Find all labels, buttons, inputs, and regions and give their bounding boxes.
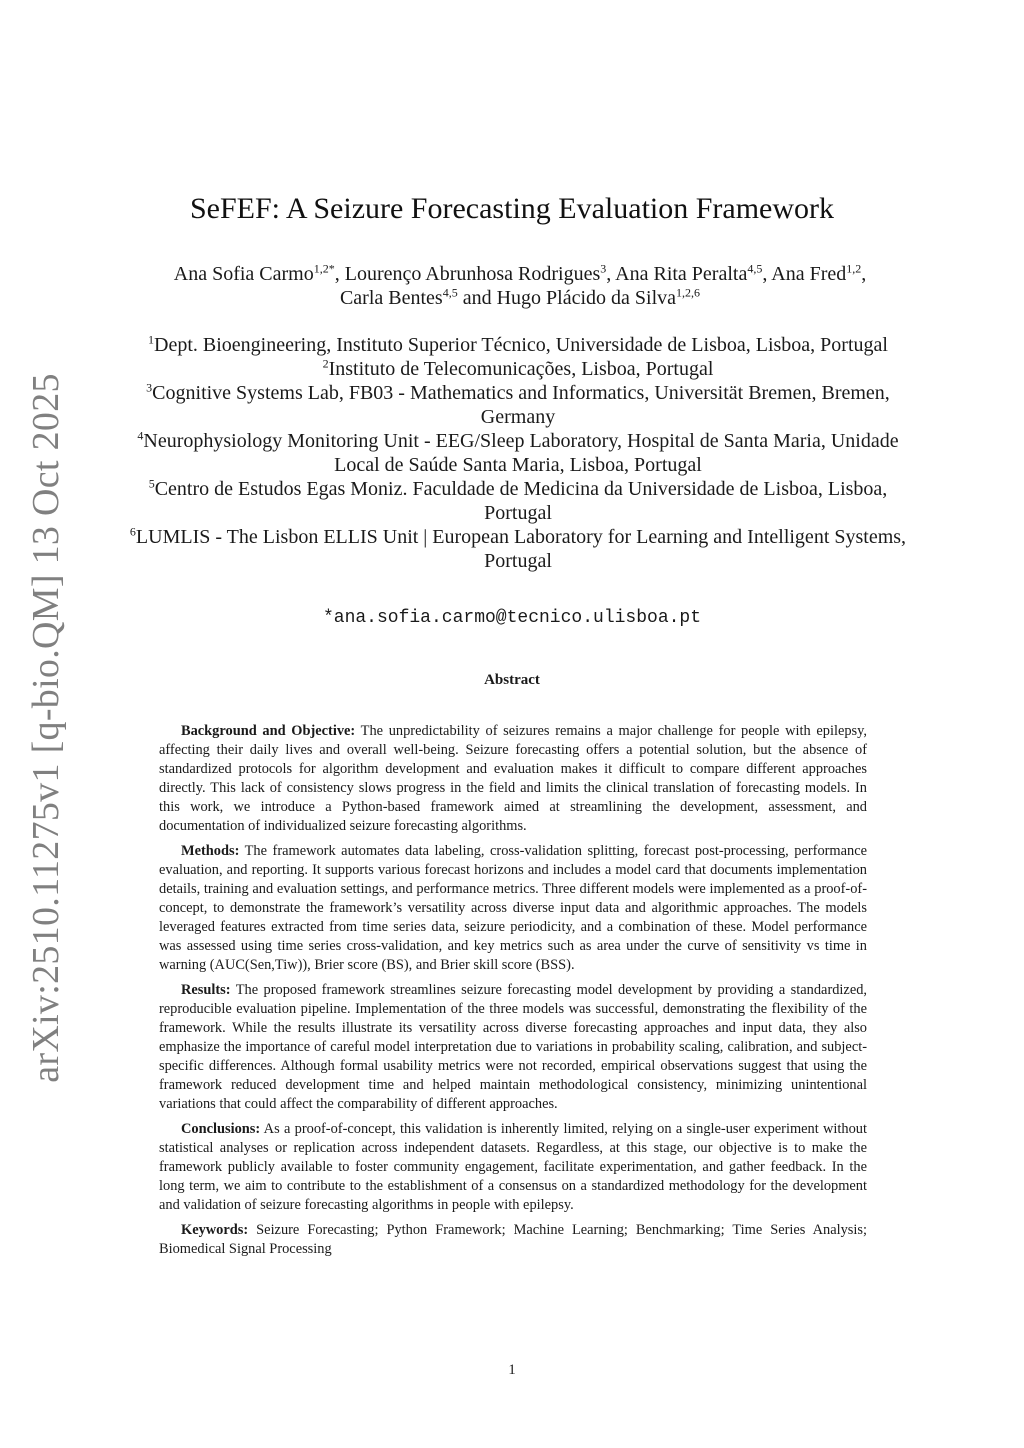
author: Ana Fred$^{1,2}$, — [771, 261, 867, 285]
author-list — [150, 262, 890, 310]
affiliation: $^1$Dept. Bioengineering, Instituto Superior Técnico, Universidade de Lisboa, Lisboa, Portugal — [148, 332, 888, 356]
abstract-paragraph-keywords: Keywords: Seizure Forecasting; Python Framework; Machine Learning; Benchmarking; Time Series Analysis; Biomedical Signal Processing — [159, 1222, 867, 1257]
paper-title: SeFEF: A Seizure Forecasting Evaluation Framework — [189, 192, 835, 225]
author: Lourenço Abrunhosa Rodrigues$^3$, — [344, 261, 616, 285]
arxiv-identifier: arXiv:2510.11275v1 [q-bio.QM] 13 Oct 2025 — [25, 373, 67, 1083]
affiliation: $^5$Centro de Estudos Egas Moniz. Faculdade de Medicina da Universidade de Lisboa, Lisboa, Portugal — [148, 476, 888, 524]
section-label: Methods: — [181, 843, 240, 859]
author: Ana Sofia Carmo$^{1,2*}$, — [173, 261, 345, 285]
abstract-paragraph-conclusions: Conclusions: As a proof-of-concept, this validation is inherently limited, relying on a single-user experiment without statistical analyses or replication across independent datasets. Regardless, at this stage, our objective is to make the framework publicly available to foster community engagement, facilitate experimentation, and gather feedback. In the long term, we aim to contribute to the establishment of a consensus on a standardized methodology for the development and validation of seizure forecasting algorithms in people with epilepsy. — [159, 1121, 867, 1213]
abstract-paragraph-methods: Methods: The framework automates data labeling, cross-validation splitting, forecast post-processing, performance evaluation, and reporting. It supports various forecast horizons and includes a model card that documents implementation details, training and evaluation settings, and performance metrics. Three different models were implemented as a proof-of-concept, to demonstrate the framework’s versatility across diverse input data and algorithmic approaches. The models leveraged features extracted from time series data, seizure periodicity, and a combination of these. Model performance was assessed using time series cross-validation, and key metrics such as area under the curve of sensitivity vs time in warning (AUC(Sen,Tiw)), Brier score (BS), and Brier skill score (BSS). — [159, 843, 867, 973]
author: Hugo Plácido da Silva$^{1,2,6}$ — [496, 285, 701, 309]
author: Carla Bentes$^{4,5}$ and — [339, 285, 497, 309]
section-label: Results: — [181, 982, 231, 998]
section-label: Background and Objective: — [181, 723, 356, 739]
affiliation: $^3$Cognitive Systems Lab, FB03 - Mathematics and Informatics, Universität Bremen, Bremen, Germany — [146, 380, 890, 428]
affiliation: $^2$Instituto de Telecomunicações, Lisboa, Portugal — [322, 356, 714, 380]
affiliation-list — [118, 333, 918, 573]
abstract-body — [159, 722, 867, 1265]
page-number: 1 — [508, 1362, 516, 1378]
affiliation: $^4$Neurophysiology Monitoring Unit - EEG/Sleep Laboratory, Hospital de Santa Maria, Unidade Local de Saúde Santa Maria, Lisboa, Portugal — [137, 428, 899, 476]
author: Ana Rita Peralta$^{4,5}$, — [615, 261, 772, 285]
section-label: Conclusions: — [181, 1121, 261, 1137]
affiliation: $^6$LUMLIS - The Lisbon ELLIS Unit | European Laboratory for Learning and Intelligent Systems, Portugal — [129, 524, 907, 572]
section-label: Keywords: — [181, 1222, 249, 1238]
corresponding-email: *ana.sofia.carmo@tecnico.ulisboa.pt — [322, 608, 702, 628]
abstract-paragraph-background: Background and Objective: The unpredictability of seizures remains a major challenge for people with epilepsy, affecting their daily lives and overall well-being. Seizure forecasting offers a potential solution, but the absence of standardized protocols for algorithm development and evaluation makes it difficult to compare different approaches directly. This lack of consistency slows progress in the field and limits the clinical translation of forecasting models. In this work, we introduce a Python-based framework aimed at streamlining the development, assessment, and documentation of individualized seizure forecasting algorithms. — [159, 723, 867, 834]
abstract-paragraph-results: Results: The proposed framework streamlines seizure forecasting model development by providing a standardized, reproducible evaluation pipeline. Implementation of the three models was successful, demonstrating the flexibility of the framework. While the results illustrate its versatility across diverse forecasting approaches and input data, they also emphasize the importance of careful model interpretation due to variations in probability scaling, calibration, and subject-specific differences. Although formal usability metrics were not recorded, empirical observations suggest that using the framework reduced development time and helped maintain methodological consistency, minimizing unintentional variations that could affect the comparability of different approaches. — [159, 982, 867, 1112]
abstract-heading: Abstract — [484, 672, 540, 688]
